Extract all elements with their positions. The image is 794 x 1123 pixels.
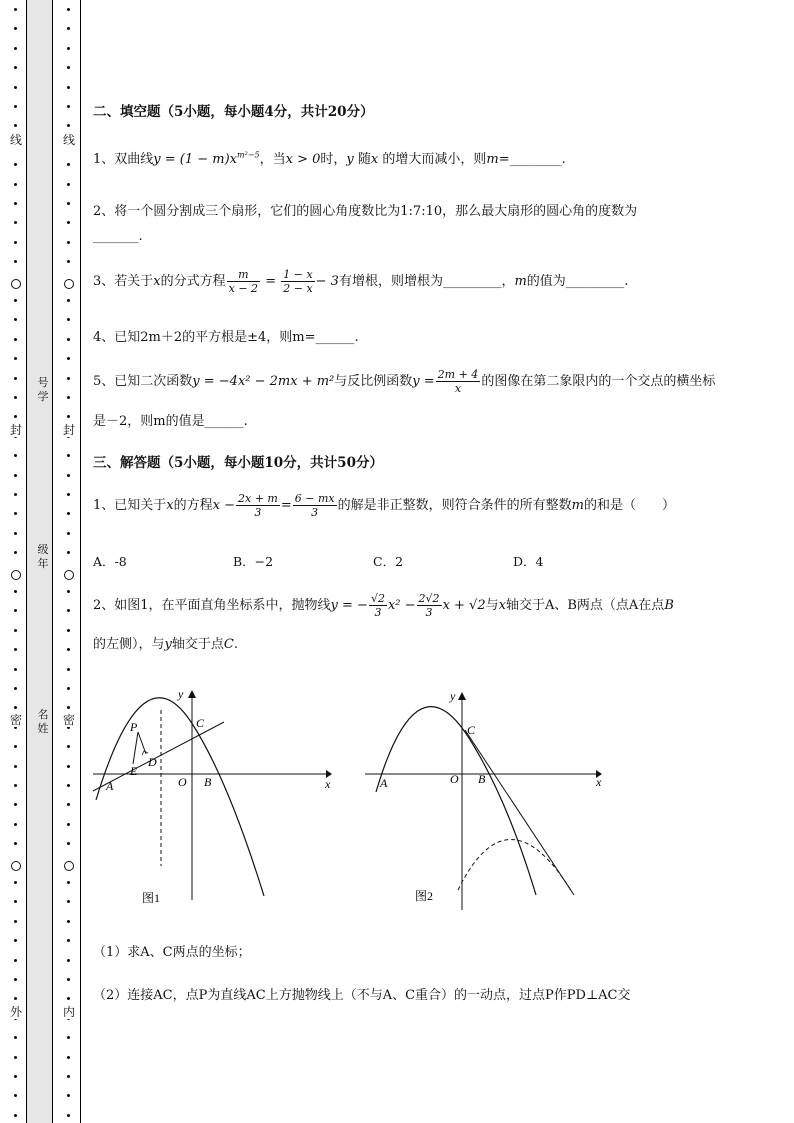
seal-dot bbox=[14, 823, 17, 826]
seal-dot bbox=[67, 765, 70, 768]
seal-dot bbox=[67, 202, 70, 205]
fill-q1-condition: x > 0 bbox=[285, 152, 321, 167]
seal-dot bbox=[67, 1056, 70, 1059]
seal-dot bbox=[67, 1075, 70, 1078]
fraction-denominator: 3 bbox=[374, 606, 382, 619]
fill-q2: 2、将一个圆分割成三个扇形，它们的圆心角度数比为1:7:10，那么最大扇形的圆心角的度数为 bbox=[93, 204, 638, 219]
parabola-tail: x + √2 bbox=[442, 598, 486, 613]
seal-circle bbox=[64, 570, 74, 580]
fill-q1 bbox=[93, 148, 566, 167]
fraction-denominator: 3 bbox=[311, 506, 319, 519]
seal-circle bbox=[64, 861, 74, 871]
fill-q5-text: 5、已知二次函数 bbox=[93, 374, 193, 389]
seal-dot bbox=[67, 260, 70, 263]
fig2-label-c: C bbox=[467, 723, 476, 737]
fraction-numerator: 1 − x bbox=[283, 268, 313, 281]
seal-dot bbox=[14, 590, 17, 593]
answer-q2-text: 轴交于点 bbox=[171, 637, 224, 652]
fraction-numerator: 2m + 4 bbox=[437, 368, 479, 381]
answer-q1-text: 的方程 bbox=[173, 498, 213, 513]
figure-2 bbox=[360, 680, 610, 915]
seal-dot bbox=[67, 803, 70, 806]
inverse-lhs: y = bbox=[412, 374, 435, 389]
seal-dot bbox=[67, 609, 70, 612]
seal-dot bbox=[14, 745, 17, 748]
seal-dot bbox=[14, 299, 17, 302]
minus-three: − 3 bbox=[315, 274, 339, 289]
fig1-caption: 图1 bbox=[142, 891, 161, 905]
answer-q2 bbox=[93, 592, 674, 619]
seal-char-inner-4: 内 bbox=[62, 1005, 75, 1019]
fig1-label-y: y bbox=[178, 687, 184, 701]
seal-dot bbox=[14, 842, 17, 845]
fig1-label-c: C bbox=[196, 716, 205, 730]
seal-dot bbox=[67, 221, 70, 224]
seal-char-outer-2: 封 bbox=[9, 423, 22, 437]
seal-dot bbox=[67, 706, 70, 709]
fraction-denominator: 3 bbox=[254, 506, 262, 519]
parabola-mid: x² − bbox=[387, 598, 416, 613]
seal-dot bbox=[14, 668, 17, 671]
seal-dot bbox=[14, 629, 17, 632]
seal-dot bbox=[67, 66, 70, 69]
seal-dot bbox=[67, 648, 70, 651]
section2-heading: 二、填空题（5小题，每小题4分，共计20分） bbox=[93, 104, 374, 120]
fill-q1-blank: =________. bbox=[498, 152, 566, 167]
fill-q4: 4、已知2m＋2的平方根是±4，则m=______. bbox=[93, 330, 359, 345]
seal-dot bbox=[14, 415, 17, 418]
fraction bbox=[227, 268, 260, 295]
var-y: y bbox=[164, 637, 172, 652]
seal-dot bbox=[14, 474, 17, 477]
seal-dot bbox=[67, 1036, 70, 1039]
seal-dot bbox=[67, 1114, 70, 1117]
seal-dot bbox=[67, 784, 70, 787]
var-x: x bbox=[153, 274, 161, 289]
fill-q1-text: 随 bbox=[353, 152, 371, 167]
seal-dot bbox=[14, 1056, 17, 1059]
seal-dot bbox=[67, 27, 70, 30]
seal-dot bbox=[14, 706, 17, 709]
seal-dot bbox=[14, 939, 17, 942]
seal-dot bbox=[67, 668, 70, 671]
seal-dot bbox=[14, 1036, 17, 1039]
fraction bbox=[369, 592, 387, 619]
seal-dot bbox=[14, 1075, 17, 1078]
seal-dot bbox=[14, 221, 17, 224]
grade-label: 级年 bbox=[37, 543, 49, 570]
fraction-denominator: 3 bbox=[425, 606, 433, 619]
seal-dot bbox=[14, 396, 17, 399]
seal-dot bbox=[14, 105, 17, 108]
seal-dot bbox=[67, 357, 70, 360]
fig1-label-d: D bbox=[148, 755, 157, 769]
seal-dot bbox=[14, 765, 17, 768]
fill-q5 bbox=[93, 368, 715, 395]
quadratic-function: y = −4x² − 2mx + m² bbox=[192, 374, 335, 389]
fig1-parabola bbox=[96, 698, 264, 896]
seal-dot bbox=[14, 648, 17, 651]
seal-dot bbox=[14, 8, 17, 11]
fraction-denominator: x − 2 bbox=[228, 282, 259, 295]
seal-dot bbox=[67, 823, 70, 826]
seal-dot bbox=[67, 978, 70, 981]
seal-char-outer-4: 外 bbox=[9, 1005, 22, 1019]
seal-char-inner-1: 线 bbox=[62, 133, 75, 147]
seal-dot bbox=[14, 881, 17, 884]
seal-dot bbox=[67, 8, 70, 11]
answer-q2-text: 的左侧），与 bbox=[93, 637, 165, 652]
seal-dot bbox=[67, 318, 70, 321]
seal-dot bbox=[67, 493, 70, 496]
fraction-numerator: 2√2 bbox=[418, 592, 440, 605]
seal-dot bbox=[14, 978, 17, 981]
option-a: A．-8 bbox=[93, 554, 127, 569]
fraction-denominator: 2 − x bbox=[283, 282, 313, 295]
seal-char-outer-1: 线 bbox=[9, 133, 22, 147]
seal-dot bbox=[67, 241, 70, 244]
seal-dot bbox=[67, 377, 70, 380]
seal-dot bbox=[14, 959, 17, 962]
seal-dot bbox=[67, 551, 70, 554]
option-d: D．4 bbox=[513, 554, 544, 569]
fill-q1-exponent: m²−5 bbox=[237, 150, 260, 160]
seal-char-inner-2: 封 bbox=[62, 423, 75, 437]
fraction-numerator: m bbox=[227, 268, 260, 282]
fill-q1-text: 1、双曲线 bbox=[93, 152, 154, 167]
answer-q2-sub1: （1）求A、C两点的坐标； bbox=[93, 945, 251, 960]
fill-q1-hyperbola: y = (1 − m)x bbox=[153, 152, 238, 167]
var-m: m bbox=[514, 274, 527, 289]
seal-dot bbox=[67, 86, 70, 89]
seal-dot bbox=[14, 454, 17, 457]
section3-heading: 三、解答题（5小题，每小题10分，共计50分） bbox=[93, 455, 383, 471]
seal-dot bbox=[67, 105, 70, 108]
outer-seal-dots bbox=[9, 0, 23, 1123]
option-c: C．2 bbox=[373, 554, 404, 569]
answer-q2-line2 bbox=[93, 633, 238, 652]
seal-dot bbox=[14, 86, 17, 89]
fill-q3-text: 的分式方程 bbox=[160, 274, 226, 289]
seal-dot bbox=[14, 532, 17, 535]
seal-dot bbox=[14, 318, 17, 321]
seal-dot bbox=[14, 27, 17, 30]
var-m: m bbox=[486, 152, 499, 167]
fig2-label-x: x bbox=[596, 775, 602, 789]
seal-dot bbox=[67, 959, 70, 962]
seal-dot bbox=[67, 163, 70, 166]
seal-dot bbox=[67, 629, 70, 632]
fill-q2-blank: _______. bbox=[93, 229, 143, 244]
fraction bbox=[436, 368, 481, 395]
seal-dot bbox=[14, 241, 17, 244]
seal-dot bbox=[14, 900, 17, 903]
fill-q3-text: 有增根，则增根为_________， bbox=[338, 274, 515, 289]
seal-dot bbox=[14, 997, 17, 1000]
answer-q1-text: 1、已知关于 bbox=[93, 498, 167, 513]
fraction-numerator: √2 bbox=[370, 592, 385, 605]
point-c: C bbox=[223, 637, 234, 652]
parabola-lhs: y = − bbox=[330, 598, 368, 613]
fill-q3-text: 3、若关于 bbox=[93, 274, 154, 289]
fraction bbox=[293, 492, 337, 519]
point-b: B bbox=[664, 598, 674, 613]
answer-q2-text: 2、如图1，在平面直角坐标系中，抛物线 bbox=[93, 598, 331, 613]
gutter-rule-left bbox=[26, 0, 27, 1123]
fraction bbox=[281, 268, 314, 295]
fraction-numerator: 6 − mx bbox=[294, 492, 335, 505]
seal-dot bbox=[67, 1094, 70, 1097]
seal-dot bbox=[14, 377, 17, 380]
seal-dot bbox=[14, 784, 17, 787]
seal-dot bbox=[67, 590, 70, 593]
seal-dot bbox=[14, 493, 17, 496]
seal-dot bbox=[67, 338, 70, 341]
var-x: x bbox=[166, 498, 174, 513]
equals-sign: = bbox=[280, 498, 292, 513]
gutter-rule-mid bbox=[52, 0, 53, 1123]
seal-dot bbox=[14, 183, 17, 186]
fill-q1-text: ，当 bbox=[259, 152, 286, 167]
fraction bbox=[417, 592, 442, 619]
fill-q1-text: 时， bbox=[320, 152, 347, 167]
fig1-label-x: x bbox=[325, 777, 331, 791]
seal-dot bbox=[14, 1094, 17, 1097]
seal-dot bbox=[67, 415, 70, 418]
var-y: y bbox=[346, 152, 354, 167]
var-x: x bbox=[498, 598, 506, 613]
fig1-label-b: B bbox=[204, 775, 212, 789]
answer-q1-options bbox=[93, 552, 653, 570]
var-x: x bbox=[370, 152, 379, 167]
seal-dot bbox=[67, 881, 70, 884]
seal-dot bbox=[67, 920, 70, 923]
answer-q1 bbox=[93, 492, 675, 519]
seal-circle bbox=[11, 861, 21, 871]
fig1-segment-pe bbox=[133, 732, 138, 764]
seal-dot bbox=[67, 183, 70, 186]
fig2-y-arrow bbox=[458, 692, 466, 700]
seal-dot bbox=[67, 47, 70, 50]
seal-dot bbox=[67, 939, 70, 942]
fill-q5-line2: 是－2，则m的值是______. bbox=[93, 414, 248, 429]
seal-dot bbox=[14, 124, 17, 127]
var-m: m bbox=[571, 498, 584, 513]
fig2-label-y: y bbox=[450, 689, 456, 703]
answer-q2-text: 与 bbox=[485, 598, 499, 613]
name-label: 名姓 bbox=[37, 708, 49, 735]
seal-dot bbox=[67, 687, 70, 690]
seal-dot bbox=[14, 47, 17, 50]
answer-q2-text: . bbox=[233, 637, 238, 652]
seal-dot bbox=[14, 920, 17, 923]
option-b: B．−2 bbox=[233, 554, 274, 569]
seal-dot bbox=[14, 687, 17, 690]
seal-dot bbox=[14, 202, 17, 205]
seal-dot bbox=[14, 1114, 17, 1117]
seal-dot bbox=[14, 163, 17, 166]
seal-dot bbox=[67, 532, 70, 535]
seal-dot bbox=[14, 357, 17, 360]
seal-dot bbox=[67, 900, 70, 903]
seal-dot bbox=[14, 338, 17, 341]
seal-dot bbox=[67, 997, 70, 1000]
seal-dot bbox=[67, 512, 70, 515]
seal-dot bbox=[14, 803, 17, 806]
gutter-rule-right bbox=[80, 0, 81, 1123]
answer-q2-sub2: （2）连接AC，点P为直线AC上方抛物线上（不与A、C重合）的一动点，过点P作PD⊥AC交 bbox=[93, 988, 631, 1003]
fraction-numerator: 2x + m bbox=[238, 492, 278, 505]
fig2-label-b: B bbox=[478, 772, 486, 786]
seal-circle bbox=[64, 279, 74, 289]
seal-dot bbox=[14, 260, 17, 263]
fig2-label-a: A bbox=[380, 776, 388, 790]
seal-dot bbox=[67, 396, 70, 399]
seal-dot bbox=[67, 474, 70, 477]
fraction bbox=[236, 492, 280, 519]
fig1-label-o: O bbox=[178, 775, 187, 789]
fill-q5-text: 的图像在第二象限内的一个交点的横坐标 bbox=[481, 374, 716, 389]
seal-char-outer-3: 密 bbox=[9, 713, 22, 727]
seal-dot bbox=[67, 454, 70, 457]
fig1-label-p: P bbox=[130, 720, 138, 734]
seal-dot bbox=[14, 551, 17, 554]
fill-q5-text: 与反比例函数 bbox=[334, 374, 413, 389]
answer-q2-text: 轴交于A、B两点（点A在点 bbox=[505, 598, 665, 613]
seal-circle bbox=[11, 570, 21, 580]
seal-dot bbox=[67, 124, 70, 127]
fill-q3-text: 的值为_________. bbox=[526, 274, 629, 289]
student-number-label: 号学 bbox=[37, 376, 49, 403]
fraction-denominator: x bbox=[454, 382, 462, 395]
inner-seal-dots bbox=[62, 0, 76, 1123]
equation-lhs: x − bbox=[212, 498, 235, 513]
answer-q1-text: 的解是非正整数，则符合条件的所有整数 bbox=[337, 498, 572, 513]
fill-q1-text: 的增大而减小，则 bbox=[378, 152, 487, 167]
fill-q3: 3、若关于x的分式方程 $\frac{m}{x - 2}$ = $\frac{1 - x}{2 - x}$ − 3有增根，则增根为_________，m的值为_________. bbox=[93, 268, 629, 295]
fig2-caption: 图2 bbox=[415, 889, 434, 903]
fig1-y-arrow bbox=[188, 690, 196, 698]
fig1-segment-pd bbox=[138, 732, 146, 754]
seal-char-inner-3: 密 bbox=[62, 713, 75, 727]
seal-dot bbox=[14, 66, 17, 69]
fig1-label-e: E bbox=[130, 764, 138, 778]
figure-1 bbox=[88, 680, 348, 910]
seal-circle bbox=[11, 279, 21, 289]
answer-q1-text: 的和是（ ） bbox=[583, 498, 675, 513]
seal-dot bbox=[67, 745, 70, 748]
seal-dot bbox=[14, 609, 17, 612]
seal-dot bbox=[14, 512, 17, 515]
fig1-label-a: A bbox=[106, 779, 114, 793]
seal-dot bbox=[67, 299, 70, 302]
seal-dot bbox=[67, 842, 70, 845]
fig2-label-o: O bbox=[450, 772, 459, 786]
